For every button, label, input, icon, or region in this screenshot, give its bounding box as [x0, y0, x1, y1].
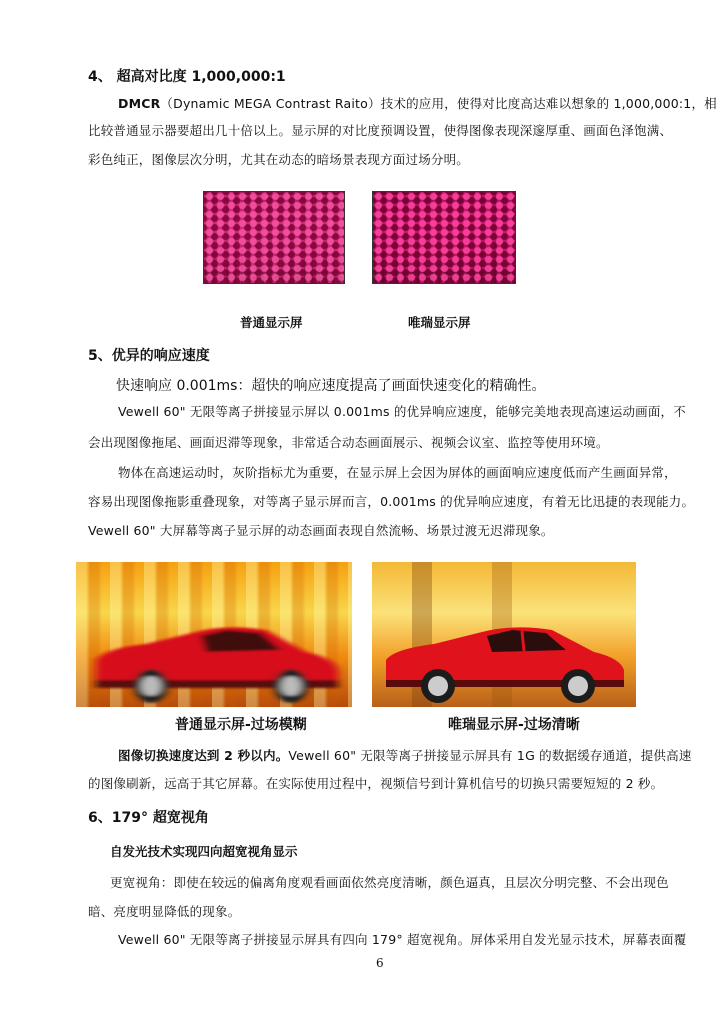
section-6-subheading: 自发光技术实现四向超宽视角显示 [110, 844, 298, 859]
section-4-heading: 4、 超高对比度 1,000,000:1 [88, 69, 286, 85]
page-number: 6 [376, 956, 384, 970]
section-4-paragraph-line-2: 比较普通显示器要超出几十倍以上。显示屏的对比度预调设置，使得图像表现深邃厚重、画面色泽饱满、 [88, 123, 673, 138]
car-caption-vewell: 唯瑞显示屏-过场清晰 [448, 717, 580, 733]
vewell-display-car-image [372, 562, 636, 707]
switch-speed-text: Vewell 60" 无限等离子拼接显示屏具有 1G 的数据缓存通道，提供高速 [288, 748, 692, 763]
section-5-p3-line-1 [118, 746, 692, 766]
section-5-p1-line-2: 会出现图像拖尾、画面迟滞等现象，非常适合动态画面展示、视频会议室、监控等使用环境。 [88, 435, 609, 450]
vewell-display-tulip-image [372, 191, 516, 284]
section-4-paragraph-line-1 [118, 94, 717, 114]
tulip-caption-normal: 普通显示屏 [240, 315, 303, 330]
section-5-p3-line-2: 的图像刷新，远高于其它屏幕。在实际使用过程中，视频信号到计算机信号的切换只需要短短的 2 秒。 [88, 776, 664, 791]
dmcr-text: （Dynamic MEGA Contrast Raito）技术的应用，使得对比度高达难以想象的 1,000,000:1，相 [160, 96, 717, 111]
section-5-lead: 快速响应 0.001ms：超快的响应速度提高了画面快速变化的精确性。 [116, 378, 546, 394]
section-5-p2-line-2: 容易出现图像拖影重叠现象，对等离子显示屏而言，0.001ms 的优异响应速度，有着无比迅捷的表现能力。 [88, 494, 695, 509]
section-5-p2-line-1: 物体在高速运动时，灰阶指标尤为重要，在显示屏上会因为屏体的画面响应速度低而产生画面异常， [118, 465, 677, 480]
dmcr-term: DMCR [118, 96, 161, 111]
clear-car-illustration [372, 562, 636, 707]
normal-display-tulip-image [203, 191, 345, 284]
car-caption-normal: 普通显示屏-过场模糊 [175, 717, 307, 733]
normal-display-car-image [76, 562, 352, 707]
section-6-p2-line-1: Vewell 60" 无限等离子拼接显示屏具有四向 179° 超宽视角。屏体采用自发光显示技术，屏幕表面覆 [118, 932, 687, 947]
switch-speed-highlight: 图像切换速度达到 2 秒以内。 [118, 748, 289, 763]
section-5-p2-line-3: Vewell 60" 大屏幕等离子显示屏的动态画面表现自然流畅、场景过渡无迟滞现象。 [88, 523, 554, 538]
blurred-car-illustration [76, 562, 352, 707]
tulip-caption-vewell: 唯瑞显示屏 [408, 315, 471, 330]
section-6-heading: 6、179° 超宽视角 [88, 810, 209, 826]
section-6-p1-line-1: 更宽视角：即使在较远的偏离角度观看画面依然亮度清晰，颜色逼真，且层次分明完整、不会出现色 [110, 875, 669, 890]
section-5-heading: 5、优异的响应速度 [88, 348, 210, 364]
section-6-p1-line-2: 暗、亮度明显降低的现象。 [88, 904, 241, 919]
section-4-paragraph-line-3: 彩色纯正，图像层次分明，尤其在动态的暗场景表现方面过场分明。 [88, 152, 470, 167]
section-5-p1-line-1: Vewell 60" 无限等离子拼接显示屏以 0.001ms 的优异响应速度，能够完美地表现高速运动画面，不 [118, 404, 686, 419]
